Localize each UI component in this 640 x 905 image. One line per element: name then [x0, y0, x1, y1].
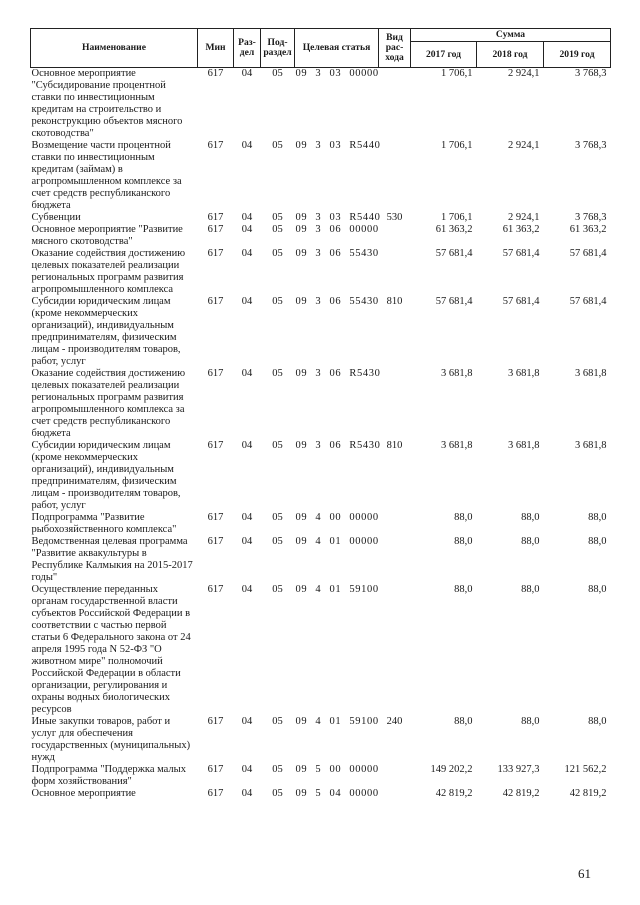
table-row [31, 716, 611, 764]
row-sum-2017: 61 363,2 [435, 224, 473, 235]
row-section: 04 [241, 368, 253, 379]
table-row [31, 368, 611, 440]
row-target-article: 09 5 00 00000 [295, 764, 379, 775]
row-target-article: 09 3 03 00000 [295, 68, 379, 79]
table-row [31, 296, 611, 368]
row-name: Иные закупки товаров, работ и услуг для обеспечения государственных (муниципальных) нужд [31, 716, 191, 763]
row-subsection: 05 [272, 212, 283, 223]
page-number: 61 [578, 866, 591, 881]
row-sum-2017: 1 706,1 [441, 140, 473, 151]
table-row [31, 224, 611, 248]
row-sum-2018: 42 819,2 [502, 788, 540, 799]
row-sum-2019: 3 681,8 [575, 440, 607, 451]
header-year-2018: 2018 год [477, 42, 544, 68]
row-ministry: 617 [207, 296, 224, 307]
row-sum-2019: 3 681,8 [575, 368, 607, 379]
table-header [31, 29, 611, 68]
row-subsection: 05 [272, 788, 283, 799]
row-ministry: 617 [207, 788, 224, 799]
table-row [31, 788, 611, 800]
row-name: Подпрограмма "Поддержка малых форм хозяйствования" [31, 764, 186, 787]
row-target-article: 09 3 06 R5430 [295, 440, 381, 451]
row-ministry: 617 [207, 68, 224, 79]
row-subsection: 05 [272, 68, 283, 79]
header-name: Наименование [31, 29, 198, 68]
row-expense-type: 810 [386, 440, 403, 451]
row-sum-2018: 57 681,4 [502, 296, 540, 307]
row-sum-2017: 88,0 [454, 512, 473, 523]
row-target-article: 09 3 06 00000 [295, 224, 379, 235]
row-ministry: 617 [207, 716, 224, 727]
row-ministry: 617 [207, 440, 224, 451]
row-subsection: 05 [272, 512, 283, 523]
row-ministry: 617 [207, 212, 224, 223]
row-section: 04 [241, 224, 253, 235]
row-sum-2019: 88,0 [588, 584, 607, 595]
table-row [31, 512, 611, 536]
row-target-article: 09 3 03 R5440 [295, 212, 381, 223]
row-sum-2019: 61 363,2 [569, 224, 607, 235]
row-sum-2018: 61 363,2 [502, 224, 540, 235]
row-sum-2018: 133 927,3 [497, 764, 540, 775]
row-name: Основное мероприятие "Субсидирование процентной ставки по инвестиционным кредитам на строительство и реконструкцию объектов мясного скотоводства" [31, 68, 183, 139]
row-name: Субсидии юридическим лицам (кроме некоммерческих организаций), индивидуальным предпринимателям, физическим лицам - производителям товаров, работ, услуг [31, 440, 181, 511]
row-sum-2019: 3 768,3 [575, 140, 607, 151]
row-sum-2018: 88,0 [521, 512, 540, 523]
row-name: Основное мероприятие [31, 788, 136, 799]
header-sum: Сумма [411, 29, 611, 42]
row-target-article: 09 4 01 00000 [295, 536, 379, 547]
row-section: 04 [241, 440, 253, 451]
row-section: 04 [241, 212, 253, 223]
row-sum-2018: 2 924,1 [508, 140, 540, 151]
row-subsection: 05 [272, 536, 283, 547]
row-section: 04 [241, 788, 253, 799]
row-subsection: 05 [272, 584, 283, 595]
row-section: 04 [241, 716, 253, 727]
header-year-2017: 2017 год [411, 42, 477, 68]
header-section: Раз-дел [234, 29, 261, 68]
row-sum-2017: 57 681,4 [435, 248, 473, 259]
row-sum-2018: 88,0 [521, 536, 540, 547]
row-name: Ведомственная целевая программа "Развитие аквакультуры в Республике Калмыкия на 2015-2017 годы" [31, 536, 193, 583]
table-row [31, 248, 611, 296]
row-section: 04 [241, 296, 253, 307]
row-sum-2017: 3 681,8 [441, 368, 473, 379]
table-row [31, 440, 611, 512]
row-sum-2019: 88,0 [588, 512, 607, 523]
row-section: 04 [241, 248, 253, 259]
row-expense-type [379, 584, 411, 716]
row-name: Субсидии юридическим лицам (кроме некоммерческих организаций), индивидуальным предпринимателям, физическим лицам - производителям товаров, работ, услуг [31, 296, 181, 367]
row-subsection: 05 [272, 248, 283, 259]
row-expense-type [379, 536, 411, 584]
header-ministry: Мин [198, 29, 234, 68]
row-expense-type [379, 140, 411, 212]
row-subsection: 05 [272, 368, 283, 379]
header-year-2019: 2019 год [544, 42, 611, 68]
row-name: Подпрограмма "Развитие рыбохозяйственного комплекса" [31, 512, 177, 535]
row-name: Субвенции [31, 212, 81, 223]
row-name: Основное мероприятие "Развитие мясного скотоводства" [31, 224, 183, 247]
row-ministry: 617 [207, 140, 224, 151]
row-sum-2019: 42 819,2 [569, 788, 607, 799]
table-body [31, 68, 611, 801]
row-target-article: 09 4 01 59100 [295, 716, 379, 727]
row-subsection: 05 [272, 764, 283, 775]
row-ministry: 617 [207, 368, 224, 379]
row-sum-2019: 121 562,2 [564, 764, 607, 775]
row-section: 04 [241, 584, 253, 595]
row-section: 04 [241, 68, 253, 79]
row-sum-2017: 57 681,4 [435, 296, 473, 307]
row-expense-type: 240 [386, 716, 403, 727]
row-sum-2017: 1 706,1 [441, 68, 473, 79]
row-sum-2019: 3 768,3 [575, 212, 607, 223]
row-sum-2017: 149 202,2 [430, 764, 473, 775]
table-row [31, 584, 611, 716]
row-subsection: 05 [272, 440, 283, 451]
row-sum-2018: 3 681,8 [508, 440, 540, 451]
header-target-article: Целевая статья [295, 29, 379, 68]
row-sum-2018: 88,0 [521, 716, 540, 727]
table-row [31, 764, 611, 788]
row-section: 04 [241, 512, 253, 523]
row-ministry: 617 [207, 512, 224, 523]
row-name: Осуществление переданных органам государственной власти субъектов Российской Федерации в соответствии с частью первой статьи 6 Федерального закона от 24 апреля 1995 года N 52-ФЗ "О животном мире" полномочий Российской Федерации в области организации, регулирования и охраны водных биологических ресурсов [31, 584, 191, 715]
row-name: Оказание содействия достижению целевых показателей реализации региональных программ развития агропромышленного комплекса [31, 248, 186, 295]
row-section: 04 [241, 536, 253, 547]
row-expense-type [379, 512, 411, 536]
row-expense-type [379, 788, 411, 800]
row-ministry: 617 [207, 224, 224, 235]
row-sum-2017: 88,0 [454, 536, 473, 547]
row-sum-2019: 3 768,3 [575, 68, 607, 79]
row-expense-type [379, 248, 411, 296]
row-sum-2018: 57 681,4 [502, 248, 540, 259]
row-target-article: 09 3 06 R5430 [295, 368, 381, 379]
table-row [31, 536, 611, 584]
row-target-article: 09 3 06 55430 [295, 296, 379, 307]
row-sum-2018: 3 681,8 [508, 368, 540, 379]
row-subsection: 05 [272, 140, 283, 151]
row-expense-type [379, 368, 411, 440]
row-sum-2019: 88,0 [588, 716, 607, 727]
row-sum-2017: 42 819,2 [435, 788, 473, 799]
table-row [31, 212, 611, 224]
row-sum-2017: 88,0 [454, 716, 473, 727]
row-target-article: 09 3 03 R5440 [295, 140, 381, 151]
row-subsection: 05 [272, 296, 283, 307]
header-expense-type: Вид рас-хода [379, 29, 411, 68]
row-sum-2019: 57 681,4 [569, 248, 607, 259]
row-expense-type: 810 [386, 296, 403, 307]
row-ministry: 617 [207, 764, 224, 775]
row-ministry: 617 [207, 536, 224, 547]
row-sum-2017: 3 681,8 [441, 440, 473, 451]
row-subsection: 05 [272, 716, 283, 727]
table-row [31, 68, 611, 141]
row-target-article: 09 4 01 59100 [295, 584, 379, 595]
row-subsection: 05 [272, 224, 283, 235]
row-expense-type: 530 [386, 212, 403, 223]
row-expense-type [379, 764, 411, 788]
row-sum-2018: 2 924,1 [508, 68, 540, 79]
budget-table [30, 28, 611, 800]
row-section: 04 [241, 764, 253, 775]
row-target-article: 09 3 06 55430 [295, 248, 379, 259]
row-expense-type [379, 224, 411, 248]
row-sum-2017: 88,0 [454, 584, 473, 595]
row-name: Оказание содействия достижению целевых показателей реализации региональных программ развития агропромышленного комплекса за счет средств республиканского бюджета [31, 368, 186, 439]
row-target-article: 09 5 04 00000 [295, 788, 379, 799]
row-target-article: 09 4 00 00000 [295, 512, 379, 523]
header-subsection: Под-раздел [261, 29, 295, 68]
row-ministry: 617 [207, 248, 224, 259]
row-name: Возмещение части процентной ставки по инвестиционным кредитам (займам) в агропромышленном комплексе за счет средств республиканского бюджета [31, 140, 182, 211]
row-sum-2018: 2 924,1 [508, 212, 540, 223]
table-row [31, 140, 611, 212]
row-sum-2017: 1 706,1 [441, 212, 473, 223]
row-sum-2019: 57 681,4 [569, 296, 607, 307]
row-expense-type [379, 68, 411, 141]
row-sum-2018: 88,0 [521, 584, 540, 595]
row-section: 04 [241, 140, 253, 151]
row-ministry: 617 [207, 584, 224, 595]
row-sum-2019: 88,0 [588, 536, 607, 547]
